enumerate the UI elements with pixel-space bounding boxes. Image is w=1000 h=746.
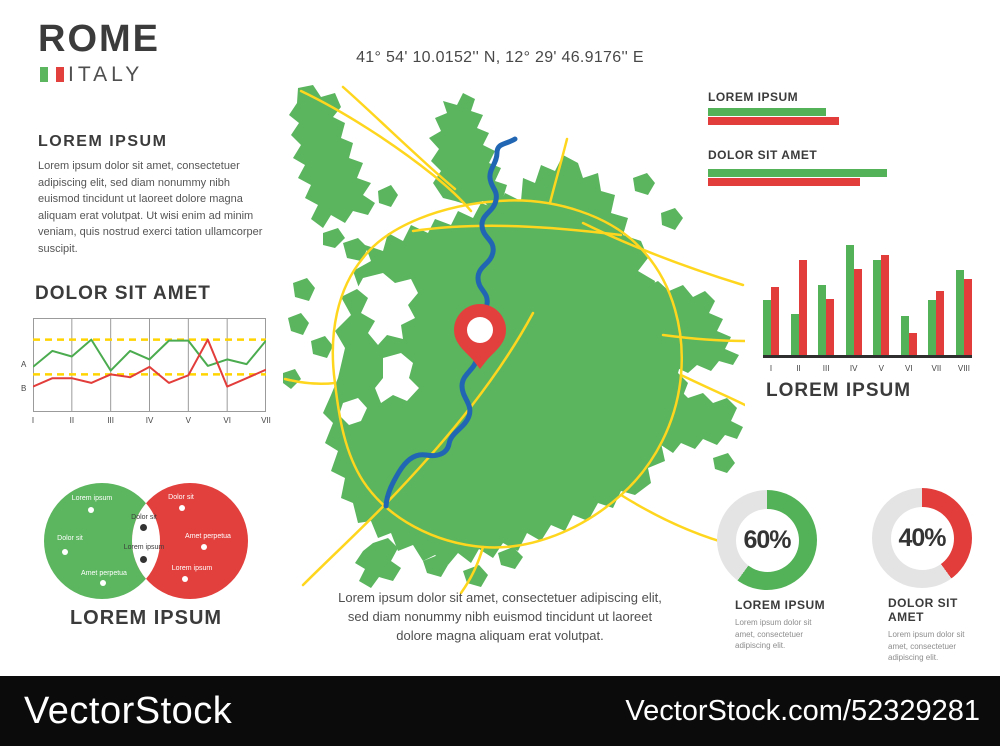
bar-green (956, 270, 964, 355)
vectorstock-logo: VectorStock (24, 689, 233, 732)
venn-diagram (40, 478, 252, 605)
bar-green (901, 316, 909, 355)
bar-group (928, 291, 944, 355)
grouped-bar-chart (763, 245, 972, 358)
x-tick-label: II (796, 364, 801, 373)
urban-patch (429, 93, 513, 215)
venn-dot-icon (140, 556, 147, 563)
flag-stripe-white (48, 67, 56, 82)
series-b-label: B (21, 384, 27, 393)
page-title: ROME (38, 18, 160, 60)
donut-hole (891, 507, 954, 570)
donut-percent: 40% (898, 523, 946, 552)
progress-bars-section (708, 90, 993, 190)
x-tick-label: VII (931, 364, 942, 373)
venn-dot-icon (100, 580, 106, 586)
venn-label: Lorem ipsum (71, 495, 113, 502)
progress-bar-green (708, 169, 887, 177)
x-tick-label: VIII (957, 364, 970, 373)
x-tick-label: V (878, 364, 884, 373)
venn-label: Lorem ipsum (171, 565, 213, 572)
italy-flag-icon (40, 67, 64, 82)
bar-red (826, 299, 834, 355)
bar-group (791, 260, 807, 355)
bar-chart-x-ticks (763, 364, 972, 373)
line-chart-x-ticks (31, 416, 271, 428)
progress-bar-red (708, 117, 839, 125)
bar-group (956, 270, 972, 355)
intro-body: Lorem ipsum dolor sit amet, consectetuer adipiscing elit, sed diam nonummy nibh euismod tincidunt ut laoreet dolore magna aliquam erat volutpat. Ut wisi enim ad minim veniam, quis nostrud exerci tation ullamcorper suscipit. (38, 160, 263, 255)
watermark-footer (0, 676, 1000, 746)
venn-caption: LOREM IPSUM (69, 607, 223, 629)
x-tick-label: VI (223, 416, 231, 425)
bar-group (818, 285, 834, 355)
donut-body: Lorem ipsum dolor sit amet, consectetuer adipiscing elit. (735, 618, 812, 651)
image-credit: VectorStock.com/52329281 (625, 694, 980, 727)
venn-dot-icon (140, 524, 147, 531)
urban-patch (323, 228, 345, 248)
urban-patch (633, 173, 655, 195)
progress-bar-green (708, 108, 826, 116)
bar-chart-title: LOREM IPSUM (766, 380, 912, 401)
donut-heading: DOLOR SIT AMET (888, 596, 958, 624)
bar-green (791, 314, 799, 355)
urban-patch (355, 538, 401, 588)
urban-patch (713, 453, 735, 473)
venn-dot-icon (88, 507, 94, 513)
pin-hole (467, 317, 493, 343)
bar-green (818, 285, 826, 355)
venn-dot-icon (182, 576, 188, 582)
venn-dot-icon (179, 505, 185, 511)
urban-patch (293, 278, 315, 301)
line-chart (33, 318, 266, 412)
intro-heading: LOREM IPSUM (38, 133, 168, 150)
bar-group (846, 245, 862, 355)
donut-body: Lorem ipsum dolor sit amet, consectetuer adipiscing elit. (888, 630, 965, 663)
urban-patch (311, 336, 333, 358)
x-tick-label: V (185, 416, 191, 425)
bar-red (936, 291, 944, 355)
bar-green (763, 300, 771, 355)
venn-label: Dolor sit (131, 514, 157, 521)
bar-red (964, 279, 972, 355)
urban-patch (661, 208, 683, 230)
bar-red (799, 260, 807, 355)
bar-group (763, 287, 779, 355)
venn-label: Dolor sit (57, 535, 83, 542)
donut-green-text (735, 598, 840, 652)
venn-label: Dolor sit (168, 494, 194, 501)
series-a-label: A (21, 360, 27, 369)
flag-stripe-green (40, 67, 48, 82)
venn-dot-icon (201, 544, 207, 550)
donut-chart-red (872, 488, 972, 588)
x-tick-label: III (822, 364, 830, 373)
country-label: ITALY (68, 63, 144, 86)
x-tick-label: I (769, 364, 773, 373)
x-tick-label: I (31, 416, 35, 425)
urban-patch (378, 185, 398, 207)
x-tick-label: II (69, 416, 75, 425)
line-chart-title: DOLOR SIT AMET (35, 283, 211, 304)
x-tick-label: III (107, 416, 114, 425)
progress-group-label: DOLOR SIT AMET (708, 148, 818, 162)
rome-map-illustration (283, 83, 745, 595)
donut-red-text (888, 596, 993, 664)
coordinates-label: 41° 54' 10.0152'' N, 12° 29' 46.9176'' E (356, 49, 644, 66)
donut-chart-green (717, 490, 817, 590)
bar-green (873, 260, 881, 355)
bar-group (873, 255, 889, 355)
map-caption: Lorem ipsum dolor sit amet, consectetuer adipiscing elit, sed diam nonummy nibh euismod tincidunt ut laoreet dolore magna aliquam erat volutpat. (338, 590, 662, 643)
venn-label: Amet perpetua (185, 533, 231, 540)
donut-percent: 60% (743, 525, 791, 554)
bar-green (928, 300, 936, 355)
bar-red (909, 333, 917, 355)
x-tick-label: IV (145, 416, 154, 425)
progress-bar-red (708, 178, 860, 186)
bar-red (771, 287, 779, 355)
urban-patch (288, 313, 309, 335)
donut-heading: LOREM IPSUM (735, 598, 826, 612)
progress-group-label: LOREM IPSUM (708, 90, 799, 104)
bar-green (846, 245, 854, 355)
donut-hole (736, 509, 799, 572)
venn-label: Amet perpetua (81, 570, 127, 577)
venn-label: Lorem ipsum (123, 544, 165, 551)
x-tick-label: IV (849, 364, 858, 373)
urban-patch (498, 547, 523, 569)
x-tick-label: VII (261, 416, 271, 425)
bar-group (901, 316, 917, 355)
bar-red (881, 255, 889, 355)
x-tick-label: VI (905, 364, 913, 373)
bar-red (854, 269, 862, 355)
venn-dot-icon (62, 549, 68, 555)
flag-stripe-red (56, 67, 64, 82)
